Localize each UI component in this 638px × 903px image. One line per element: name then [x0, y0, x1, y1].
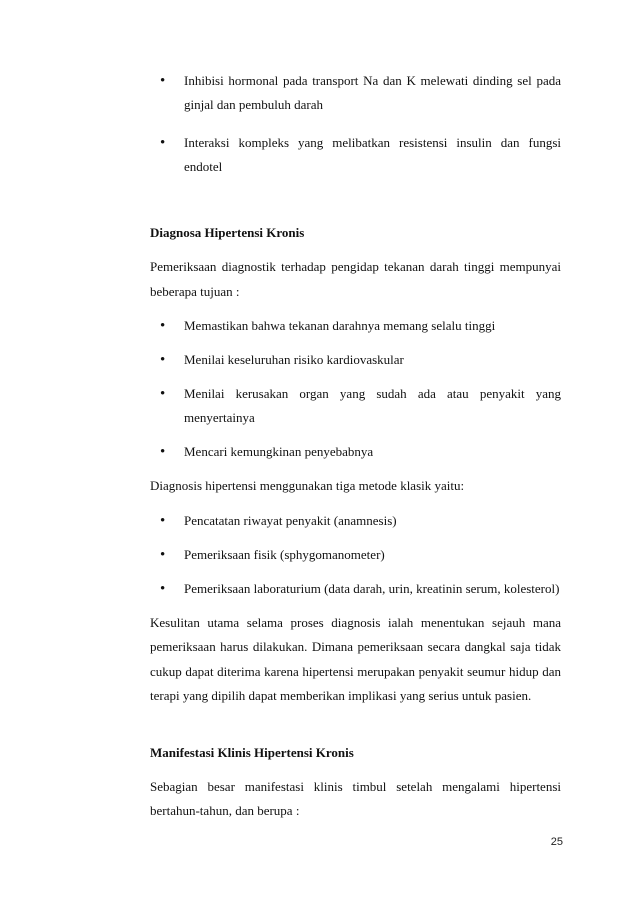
list-item: • Menilai kerusakan organ yang sudah ada atau penyakit yang menyertainya — [150, 382, 561, 430]
diagnosa-intro-paragraph: Pemeriksaan diagnostik terhadap pengidap tekanan darah tinggi mempunyai beberapa tujuan : — [150, 259, 561, 299]
page-number: 25 — [550, 836, 563, 848]
list-item: • Pemeriksaan fisik (sphygomanometer) — [150, 543, 561, 567]
manifestasi-intro-paragraph: Sebagian besar manifestasi klinis timbul setelah mengalami hipertensi bertahun-tahun, dan berupa : — [150, 778, 561, 818]
page-content — [150, 69, 561, 824]
diagnosa-goals-list — [150, 314, 561, 464]
section-heading-manifestasi: Manifestasi Klinis Hipertensi Kronis — [150, 744, 354, 760]
list-item: • Interaksi kompleks yang melibatkan resistensi insulin dan fungsi endotel — [150, 131, 561, 179]
intro-bullet-list — [150, 69, 561, 179]
list-item: • Menilai keseluruhan risiko kardiovaskular — [150, 348, 561, 372]
list-item: • Pemeriksaan laboraturium (data darah, urin, kreatinin serum, kolesterol) — [150, 577, 561, 601]
list-item: • Pencatatan riwayat penyakit (anamnesis) — [150, 509, 561, 533]
diagnosis-methods-list — [150, 509, 561, 601]
list-item: • Memastikan bahwa tekanan darahnya memang selalu tinggi — [150, 314, 561, 338]
diagnosis-closing-paragraph: Kesulitan utama selama proses diagnosis ialah menentukan sejauh mana pemeriksaan harus dilakukan. Dimana pemeriksaan secara dangkal saja tidak cukup dapat diterima karena hipertensi merupakan penyakit seumur hidup dan terapi yang dipilih dapat memberikan implikasi yang serius untuk pasien. — [150, 614, 561, 703]
section-heading-diagnosa: Diagnosa Hipertensi Kronis — [150, 225, 305, 240]
methods-intro-paragraph: Diagnosis hipertensi menggunakan tiga metode klasik yaitu: — [150, 478, 465, 493]
list-item: • Mencari kemungkinan penyebabnya — [150, 440, 561, 464]
list-item: • Inhibisi hormonal pada transport Na dan K melewati dinding sel pada ginjal dan pembuluh darah — [150, 69, 561, 117]
